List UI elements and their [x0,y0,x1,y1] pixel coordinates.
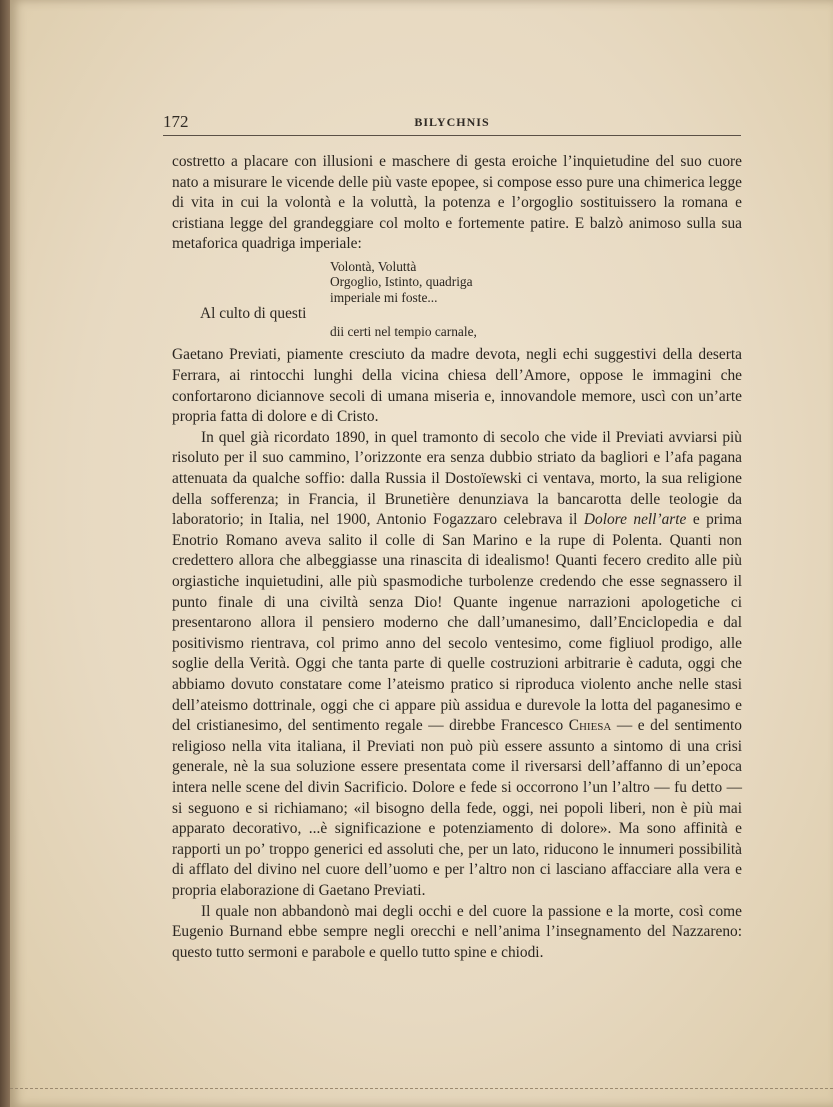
paragraph-2: Gaetano Previati, piamente cresciuto da madre devota, negli echi suggestivi della deserta Ferrara, ai rintocchi lunghi della vicina chiesa dell’Amore, oppose le immagini che confortarono diciannove secoli di umana miseria e, innovandole memore, uscì con un’arte propria fatta di dolore e di Cristo. [172,346,742,426]
body-text [172,152,742,963]
verse-line-4: dii certi nel tempio carnale, [330,324,477,340]
bottom-edge-mark [10,1088,833,1089]
paragraph-3-part-b: e prima Enotrio Romano aveva salito il colle di San Marino e la rupe di Polenta. Quanti non credettero allora che albeggiasse una rinascita di idealismo! Quanti fecero credito alle più orgiastiche inquietudini, alle più spasmodiche turbolenze credendo che esse segnassero il punto finale di una civiltà senza Dio! Quante ingenue narrazioni apologetiche ci presentarono allora il pensiero moderno che dall’umanesimo, dall’Enciclopedia e dal positivismo rientrava, col primo anno del secolo ventesimo, come figliuol prodigo, alle soglie della Verità. Oggi che tanta parte di quelle costruzioni arbitrarie è caduta, oggi che abbiamo dovuto constatare come l’ateismo pratico si riproduca violento anche nelle stasi dell’ateismo dottrinale, oggi che ci appare più assidua e durevole la lotta del paganesimo e del cristianesimo, del sentimento regale — direbbe Francesco [172,511,742,735]
paragraph-1: costretto a placare con illusioni e maschere di gesta eroiche l’inquietudine del suo cuore nato a misurare le vicende delle più vaste epopee, si compose esso pure una chimerica legge di vita in cui la volontà e la voluttà, la potenza e l’orgoglio sostituissero la romana e cristiana legge del grandeggiare col molto e fortemente patire. E balzò animoso sulla sua metaforica quadriga imperiale: [172,153,742,253]
paragraph-4: Il quale non abbandonò mai degli occhi e del cuore la passione e la morte, così come Eugenio Burnand ebbe sempre negli orecchi e nell’anima l’insegnamento del Nazzareno: questo tutto sermoni e parabole e quello tutto spine e chiodi. [172,902,742,961]
verse-quote [330,259,742,306]
verse-line-3: imperiale mi foste... [330,289,438,305]
verse-line-2: Orgoglio, Istinto, quadriga [330,274,473,290]
running-title: BILYCHNIS [414,115,490,129]
header-rule [163,135,741,136]
page-number: 172 [163,112,189,131]
author-name-smallcaps: Chiesa [568,717,612,735]
paragraph-3 [172,428,742,902]
page-header [163,112,741,134]
verse-line-1: Volontà, Voluttà [330,258,417,274]
page-gutter [0,0,10,1107]
paragraph-3-part-c: — e del sentimento religioso nella vita italiana, il Previati non può più essere assunto a sintomo di una crisi generale, nè la sua soluzione essere presentata come il riversarsi dell’affanno di un’epoca intera nelle scene del divin Sacrificio. Dolore e fede si occorrono l’un l’altro — fu detto — si seguono e si richiamano; «il bisogno della fede, oggi, nei popoli liberi, non è più mai apparato decorativo, ...è significazione e potenziamento di dolore». Ma sono affinità e rapporti un po’ troppo generici ed assoluti che, per un lato, riducono le innumeri possibilità di afflato del divino nel cuore dell’uomo e per l’altro non ci lasciano affacciare alla vera e propria elaborazione di Gaetano Previati. [172,717,743,899]
paragraph-3-part-a: In quel già ricordato 1890, in quel tramonto di secolo che vide il Previati avviarsi più risoluto per il suo cammino, l’orizzonte era senza dubbio striato da bagliori e l’afa pagana attenuata da qualche soffio: dalla Russia il Dostoïewski ci ventava, morto, la sua religione della sofferenza; in Francia, il Brunetière denunziava la bancarotta delle teologie da laboratorio; in Italia, nel 1900, Antonio Fogazzaro celebrava il [172,428,742,529]
book-title-italic: Dolore nell’arte [583,511,687,529]
verse-lead-in: Al culto di questi [200,305,307,323]
